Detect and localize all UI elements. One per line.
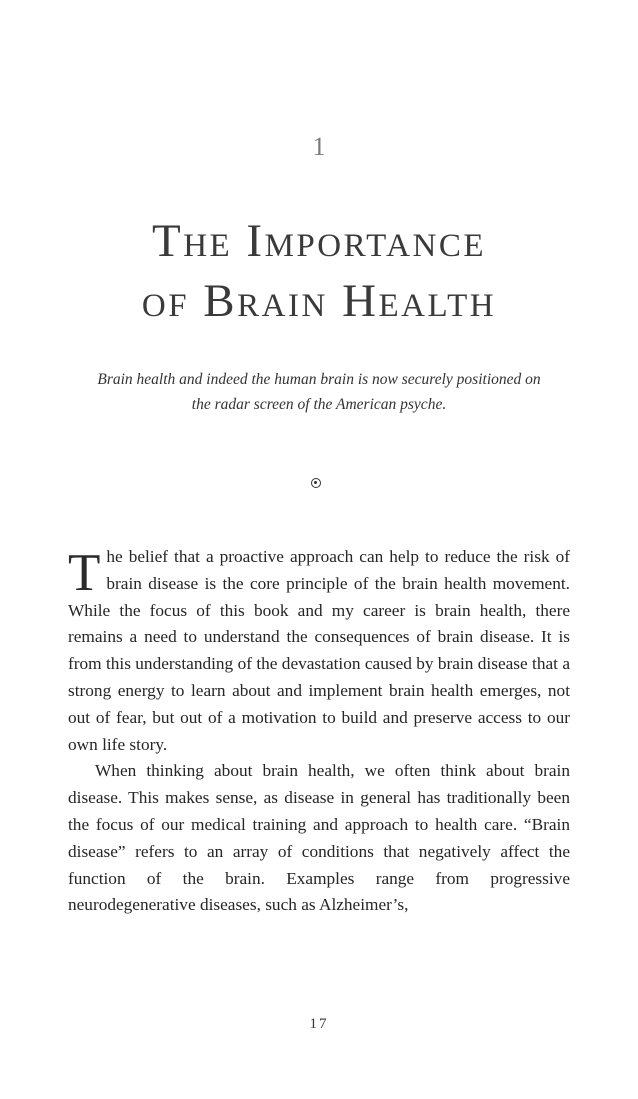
bullseye-ornament-icon: [311, 478, 321, 488]
paragraph-1-text: he belief that a proactive approach can help to reduce the risk of brain disease is the core principle of the brain health movement. While the focus of this book and my career is brain health, there remains a need to understand the consequences of brain disease. It is from this understanding of the devastation caused by brain disease that a strong energy to learn about and implement brain health emerges, not out of fear, but out of a motivation to build and preserve access to our own life story.: [68, 547, 570, 754]
paragraph-2: When thinking about brain health, we often think about brain disease. This makes sense, as disease in general has traditionally been the focus of our medical training and approach to health care. “Brain disease” refers to an array of conditions that negatively affect the function of the brain. Examples range from progressive neurodegenerative diseases, such as Alzheimer’s,: [68, 761, 570, 915]
chapter-title-line-2: of Brain Health: [141, 275, 497, 327]
epigraph-line-1: Brain health and indeed the human brain is now securely positioned on: [97, 371, 541, 388]
paragraph-1: [68, 544, 570, 758]
chapter-title-line-1: The Importance: [151, 215, 486, 267]
epigraph-line-2: the radar screen of the American psyche.: [191, 396, 447, 413]
body-text: [68, 544, 570, 919]
epigraph: [60, 367, 578, 417]
page-number: 17: [309, 1016, 329, 1032]
drop-cap: T: [68, 544, 101, 602]
chapter-number: 1: [312, 132, 326, 161]
ornament-center-dot: [314, 481, 317, 484]
